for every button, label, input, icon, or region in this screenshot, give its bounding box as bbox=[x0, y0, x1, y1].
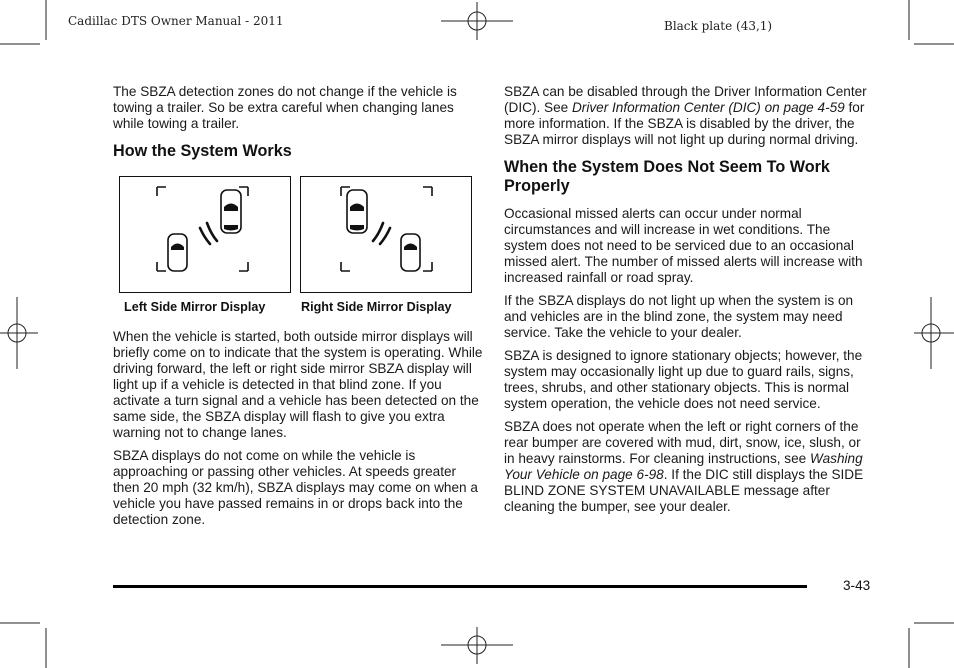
host-vehicle-icon bbox=[221, 190, 241, 233]
header-right: Black plate (43,1) bbox=[664, 19, 773, 33]
host-vehicle-icon bbox=[347, 190, 367, 233]
intro-paragraph: The SBZA detection zones do not change if the vehicle is towing a trailer. So be extra careful when changing lanes while towing a trailer. bbox=[113, 84, 457, 131]
missed-alerts-paragraph: Occasional missed alerts can occur under normal circumstances and will increase in wet conditions. The system does not need to be serviced due to an occasional missed alert. The number of missed alerts will increase with increased rainfall or road spray. bbox=[504, 206, 863, 285]
bumper-covered-paragraph bbox=[504, 419, 874, 515]
footer-rule bbox=[113, 585, 807, 588]
section-heading-troubleshooting: When the System Does Not Seem To Work Properly bbox=[504, 158, 830, 195]
right-mirror-display-figure bbox=[300, 176, 472, 293]
section-heading-how-it-works: How the System Works bbox=[113, 142, 292, 160]
left-display-caption: Left Side Mirror Display bbox=[124, 300, 266, 314]
right-mirror-display-illustration bbox=[301, 177, 471, 292]
page-number: 3-43 bbox=[843, 578, 871, 593]
right-column bbox=[504, 84, 874, 522]
alert-waves-icon bbox=[373, 223, 390, 244]
disable-sbza-paragraph bbox=[504, 84, 874, 148]
right-display-caption: Right Side Mirror Display bbox=[301, 300, 452, 314]
disable-text-end: for more information. If the SBZA is disabled by the driver, the SBZA mirror displays will not light up during normal driving. bbox=[504, 100, 865, 147]
header-left: Cadillac DTS Owner Manual - 2011 bbox=[68, 14, 284, 28]
detected-vehicle-icon bbox=[401, 234, 420, 271]
bumper-text-end: . If the DIC still displays the SIDE BLIND ZONE SYSTEM UNAVAILABLE message after cleaning the bumper, see your dealer. bbox=[504, 467, 864, 514]
how-it-works-paragraph-1: When the vehicle is started, both outside mirror displays will briefly come on to indicate that the system is operating. While driving forward, the left or right side mirror SBZA display will light up if a vehicle is detected in that blind zone. If you activate a turn signal and a vehicle has been detected on the same side, the SBZA display will flash to give you extra warning not to change lanes. bbox=[113, 329, 483, 440]
stationary-objects-paragraph: SBZA is designed to ignore stationary objects; however, the system may occasionally light up due to guard rails, signs, trees, shrubs, and other stationary objects. This is normal system operation, the vehicle does not need service. bbox=[504, 348, 863, 411]
bumper-text-start: SBZA does not operate when the left or right corners of the rear bumper are covered with mud, dirt, snow, ice, slush, or in heavy rainstorms. For cleaning instructions, see bbox=[504, 419, 861, 466]
disable-text-start: SBZA can be disabled through the Driver Information Center (DIC). See bbox=[504, 84, 867, 115]
alert-waves-icon bbox=[200, 223, 217, 244]
how-it-works-paragraph-2: SBZA displays do not come on while the vehicle is approaching or passing other vehicles. At speeds greater then 20 mph (32 km/h), SBZA displays may come on when a vehicle you have passed remains in or drops back into the detection zone. bbox=[113, 448, 478, 527]
dic-reference-link[interactable]: Driver Information Center (DIC) on page 4‑59 bbox=[571, 100, 845, 115]
detected-vehicle-icon bbox=[168, 234, 187, 271]
left-mirror-display-illustration bbox=[120, 177, 290, 292]
needs-service-paragraph: If the SBZA displays do not light up when the system is on and vehicles are in the blind zone, the system may need service. Take the vehicle to your dealer. bbox=[504, 293, 854, 340]
left-column-body bbox=[113, 329, 485, 535]
washing-reference-link[interactable]: Washing Your Vehicle on page 6‑98 bbox=[504, 451, 863, 482]
left-column bbox=[113, 84, 485, 161]
left-mirror-display-figure bbox=[119, 176, 291, 293]
